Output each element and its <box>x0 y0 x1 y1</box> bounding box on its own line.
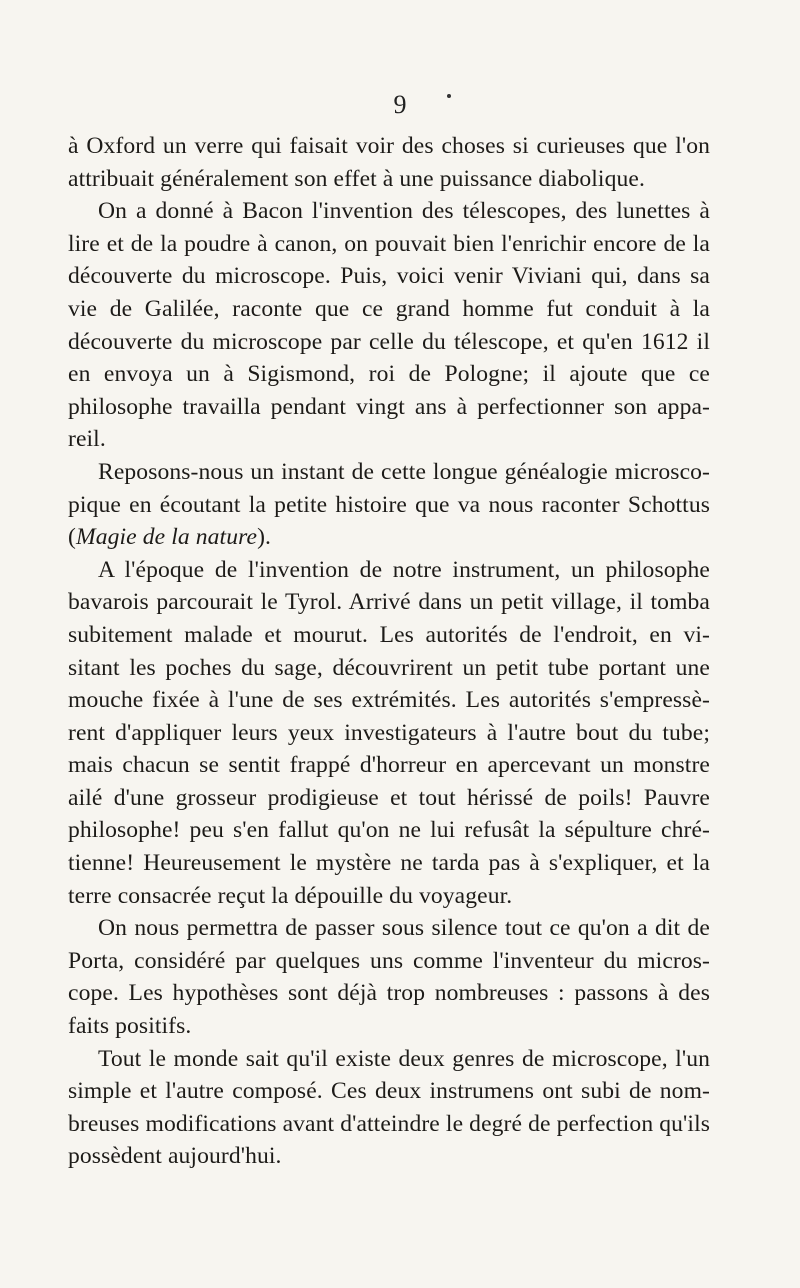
paragraph-3 <box>68 456 710 554</box>
paragraph-2: On a donné à Bacon l'invention des télescopes, des lunettes à lire et de la poudre à canon, on pouvait bien l'enrichir encore de la découverte du microscope. Puis, voici venir Viviani qui, dans sa vie de Galilée, raconte que ce grand homme fut conduit à la découverte du microscope par celle du télescope, et qu'en 1612 il en envoya un à Sigismond, roi de Pologne; il ajoute que ce philosophe travailla pendant vingt ans à perfectionner son appa- reil. <box>68 198 710 453</box>
paragraph-3-text: Reposons-nous un instant de cette longue généalogie microsco- pique en écoutant la petite histoire que va nous raconter Schottus ( <box>68 458 710 551</box>
paragraph-3-closing: ). <box>257 524 272 551</box>
book-title-reference: Magie de la nature <box>75 524 258 551</box>
paragraph-6: Tout le monde sait qu'il existe deux genres de microscope, l'un simple et l'autre composé. Ces deux instrumens ont subi de nom- breuses modifications avant d'atteindre le degré de perfection qu'ils possèdent aujourd'hui. <box>68 1045 710 1170</box>
page-number: 9 <box>393 90 407 119</box>
paragraph-1: à Oxford un verre qui faisait voir des choses si curieuses que l'on attribuait généralement son effet à une puissance diabolique. <box>68 133 710 192</box>
paragraph-4: A l'époque de l'invention de notre instrument, un philosophe bavarois parcourait le Tyrol. Arrivé dans un petit village, il tomba subitement malade et mourut. Les autorités de l'endroit, en vi- sitant les poches du sage, découvrirent un petit tube portant une mouche fixée à l'une de ses extrémités. Les autorités s'empressè- rent d'appliquer leurs yeux investigateurs à l'autre bout du tube; mais chacun se sentit frappé d'horreur en apercevant un monstre ailé d'une grosseur prodigieuse et tout hérissé de poils! Pauvre philosophe! peu s'en fallut qu'on ne lui refusât la sépulture chré- tienne! Heureusement le mystère ne tarda pas à s'expliquer, et la terre consacrée reçut la dépouille du voyageur. <box>68 556 710 909</box>
body-text <box>68 130 710 1173</box>
paragraph-5: On nous permettra de passer sous silence tout ce qu'on a dit de Porta, considéré par quelques uns comme l'inventeur du micros- cope. Les hypothèses sont déjà trop nombreuses : passons à des faits positifs. <box>68 915 710 1040</box>
ink-speck <box>447 94 451 98</box>
